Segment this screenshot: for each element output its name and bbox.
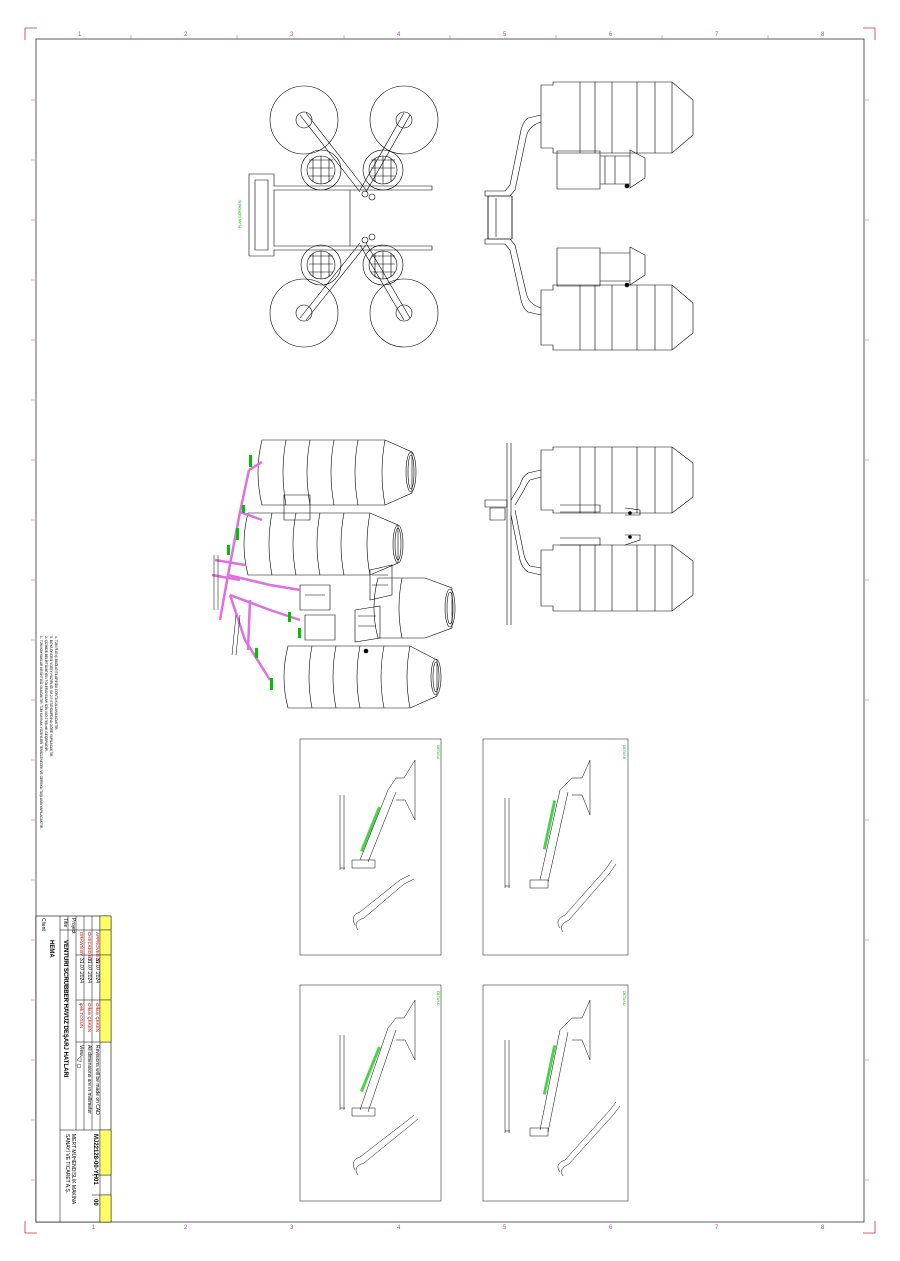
view-label: View [78, 1045, 84, 1056]
date-checked: 31.07.2024 [86, 958, 92, 984]
zone-col-3-bottom: 3 [290, 1225, 294, 1231]
zone-col-1-bottom: 1 [92, 1225, 96, 1231]
drawing-number: MJ22128-00-YH01 [92, 1134, 98, 1185]
zone-col-7-bottom: 7 [715, 1225, 719, 1231]
company-line-1: MERT MÜHENDİSLİK MAKİNA [70, 1134, 76, 1205]
title-block [36, 916, 111, 1222]
drawing-title: VENTURI SCRUBBER HAVUZ DEŞARJ HATLARI [62, 940, 68, 1078]
note-2: 2- ÇİZİMDE BELİRTİLMEYEN TOLERANSLAR İÇİN ISO 2768-mK GEÇERLİDİR. [44, 636, 48, 752]
crop-marks [25, 28, 875, 1233]
zone-rows [31, 100, 869, 1180]
detail-c [300, 985, 441, 1201]
units-note: All dimensions are in millimeter [86, 1045, 92, 1114]
cad-note: Revisions will be made on CAD [94, 1045, 100, 1115]
zone-col-8: 8 [821, 32, 825, 38]
note-4: 4- TÜM FLANŞ BAĞLANTILARINDA CONTA KULLANILACAKTIR. [54, 636, 58, 731]
detail-d [483, 985, 628, 1201]
isometric-view [244, 440, 455, 708]
plan-view-label: PLAN GÖRÜNÜŞ [238, 199, 242, 228]
detail-a-label: DETAY-A [436, 745, 440, 760]
date-drawn: 31.07.2024 [78, 958, 84, 984]
zone-col-2-bottom: 2 [184, 1225, 188, 1231]
zone-col-2: 2 [184, 32, 188, 38]
detail-d-label: DETAY-D [622, 991, 626, 1006]
revision-number: 00 [92, 1199, 98, 1206]
zone-col-5: 5 [503, 32, 507, 38]
side-view-middle [485, 443, 693, 625]
checked-by-name: Orkun ÇEKEN [87, 1003, 92, 1033]
client-name: HEMA [48, 940, 54, 958]
sheet-frame [36, 39, 864, 1222]
zone-col-1: 1 [78, 32, 82, 38]
isometric-tags [227, 455, 301, 690]
zone-col-5-bottom: 5 [503, 1225, 507, 1231]
zone-columns [78, 32, 825, 1231]
detail-c-label: DETAY-C [436, 991, 440, 1006]
zone-col-7: 7 [715, 32, 719, 38]
company-line-2: SANAYİ VE TİCARET A.Ş. [64, 1134, 70, 1194]
side-view-top [485, 82, 693, 350]
zone-col-8-bottom: 8 [821, 1225, 825, 1231]
detail-b [483, 739, 628, 955]
plan-view [249, 86, 438, 347]
client-label: Client [40, 918, 46, 931]
general-notes [39, 636, 59, 829]
date-approved: 31.07.2024 [94, 958, 100, 984]
detail-b-label: DETAY-B [622, 745, 626, 760]
title-label: Title [62, 918, 68, 928]
note-3: 3- BOYA ÖNCESİ YÜZEY HAZIRLIĞI SA 2.5 STANDARDINA GÖRE YAPILACAKTIR. [49, 636, 53, 758]
detail-a [300, 739, 441, 955]
note-1: 1- TÜM KAYNAKLAR KESİNTİSİZ OLACAKTIR. TÜM KAYNAK YÜZEYLERİ TEMİZLENECEK VE GEREKLİ TAŞLAMA YAPILACAKTIR. [39, 636, 43, 830]
zone-col-3: 3 [290, 32, 294, 38]
approved-by-label: APPROVED BY [95, 932, 100, 965]
zone-col-6: 6 [609, 32, 613, 38]
drawn-by-name: ipek TOSUN [79, 1003, 84, 1029]
zone-col-4: 4 [397, 32, 401, 38]
zone-col-6-bottom: 6 [609, 1225, 613, 1231]
approved-by-name: Orkun ÇEKEN [95, 1003, 100, 1033]
project-label: Project [70, 918, 76, 934]
checked-by-label: CHECKED BY [87, 932, 92, 962]
drawn-by-label: DRAWN BY [79, 932, 84, 957]
zone-col-4-bottom: 4 [397, 1225, 401, 1231]
